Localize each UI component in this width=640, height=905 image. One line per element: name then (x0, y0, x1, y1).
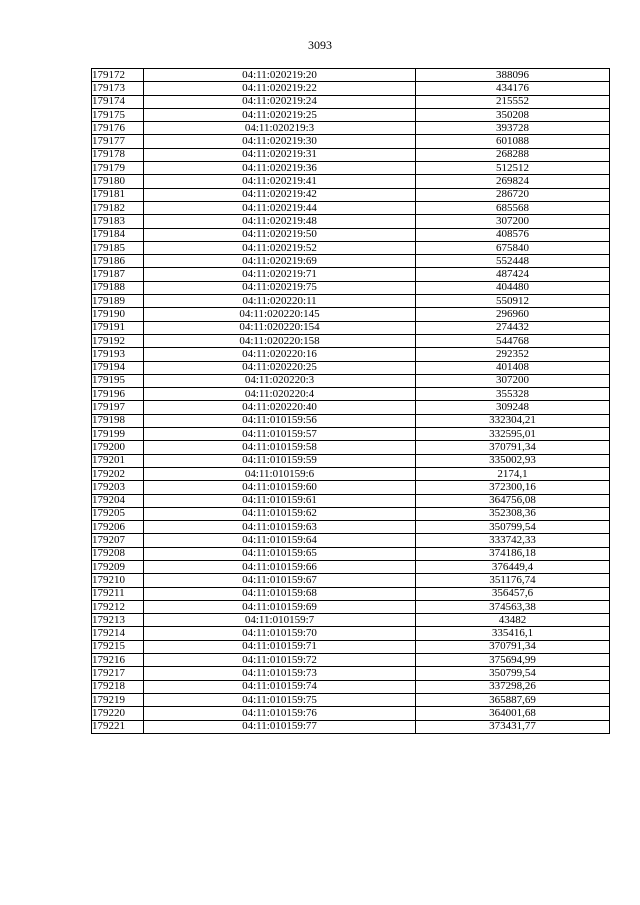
cadastral-number-cell: 04:11:010159:75 (144, 693, 416, 706)
row-number-cell: 179201 (92, 454, 144, 467)
row-number-cell: 179205 (92, 507, 144, 520)
table-row (92, 654, 610, 667)
table-row (92, 295, 610, 308)
cadastral-value-cell: 393728 (416, 122, 610, 135)
cadastral-number-cell: 04:11:010159:71 (144, 640, 416, 653)
table-row (92, 401, 610, 414)
table-row (92, 614, 610, 627)
row-number-cell: 179174 (92, 95, 144, 108)
table-row (92, 587, 610, 600)
cadastral-number-cell: 04:11:010159:64 (144, 534, 416, 547)
row-number-cell: 179181 (92, 188, 144, 201)
table-row (92, 95, 610, 108)
table-row (92, 627, 610, 640)
table-row (92, 534, 610, 547)
row-number-cell: 179206 (92, 521, 144, 534)
cadastral-value-cell: 364756,08 (416, 494, 610, 507)
cadastral-number-cell: 04:11:020219:52 (144, 241, 416, 254)
table-row (92, 82, 610, 95)
row-number-cell: 179211 (92, 587, 144, 600)
row-number-cell: 179220 (92, 707, 144, 720)
table-row (92, 707, 610, 720)
cadastral-number-cell: 04:11:020220:11 (144, 295, 416, 308)
row-number-cell: 179221 (92, 720, 144, 733)
table-row (92, 348, 610, 361)
cadastral-number-cell: 04:11:020219:71 (144, 268, 416, 281)
table-row (92, 175, 610, 188)
table-row (92, 454, 610, 467)
cadastral-value-cell: 401408 (416, 361, 610, 374)
cadastral-value-cell: 2174,1 (416, 467, 610, 480)
table-row (92, 640, 610, 653)
row-number-cell: 179207 (92, 534, 144, 547)
row-number-cell: 179203 (92, 481, 144, 494)
row-number-cell: 179195 (92, 374, 144, 387)
cadastral-value-cell: 365887,69 (416, 693, 610, 706)
table-row (92, 162, 610, 175)
row-number-cell: 179180 (92, 175, 144, 188)
row-number-cell: 179200 (92, 441, 144, 454)
table-row (92, 414, 610, 427)
cadastral-value-cell: 375694,99 (416, 654, 610, 667)
cadastral-value-cell: 307200 (416, 215, 610, 228)
row-number-cell: 179197 (92, 401, 144, 414)
cadastral-value-cell: 337298,26 (416, 680, 610, 693)
table-row (92, 494, 610, 507)
cadastral-number-cell: 04:11:010159:63 (144, 521, 416, 534)
row-number-cell: 179208 (92, 547, 144, 560)
row-number-cell: 179196 (92, 388, 144, 401)
cadastral-value-cell: 374563,38 (416, 600, 610, 613)
cadastral-value-cell: 296960 (416, 308, 610, 321)
cadastral-number-cell: 04:11:020220:16 (144, 348, 416, 361)
cadastral-value-cell: 351176,74 (416, 574, 610, 587)
cadastral-value-cell: 370791,34 (416, 640, 610, 653)
row-number-cell: 179198 (92, 414, 144, 427)
cadastral-number-cell: 04:11:020219:25 (144, 108, 416, 121)
row-number-cell: 179202 (92, 467, 144, 480)
cadastral-value-cell: 350799,54 (416, 521, 610, 534)
cadastral-number-cell: 04:11:020220:145 (144, 308, 416, 321)
table-row (92, 215, 610, 228)
cadastral-number-cell: 04:11:020220:158 (144, 334, 416, 347)
cadastral-number-cell: 04:11:020220:40 (144, 401, 416, 414)
table-row (92, 693, 610, 706)
table-row (92, 361, 610, 374)
row-number-cell: 179192 (92, 334, 144, 347)
cadastral-value-cell: 487424 (416, 268, 610, 281)
row-number-cell: 179175 (92, 108, 144, 121)
cadastral-value-cell: 364001,68 (416, 707, 610, 720)
table-row (92, 255, 610, 268)
cadastral-number-cell: 04:11:020220:154 (144, 321, 416, 334)
cadastral-value-cell: 335416,1 (416, 627, 610, 640)
row-number-cell: 179209 (92, 560, 144, 573)
page-number: 3093 (308, 38, 332, 52)
cadastral-value-cell: 274432 (416, 321, 610, 334)
table-row (92, 321, 610, 334)
cadastral-value-cell: 373431,77 (416, 720, 610, 733)
cadastral-value-cell: 268288 (416, 148, 610, 161)
row-number-cell: 179212 (92, 600, 144, 613)
cadastral-number-cell: 04:11:010159:72 (144, 654, 416, 667)
table-row (92, 308, 610, 321)
cadastral-number-cell: 04:11:010159:76 (144, 707, 416, 720)
table-row (92, 428, 610, 441)
cadastral-value-cell: 352308,36 (416, 507, 610, 520)
cadastral-number-cell: 04:11:010159:65 (144, 547, 416, 560)
row-number-cell: 179194 (92, 361, 144, 374)
cadastral-number-cell: 04:11:010159:69 (144, 600, 416, 613)
cadastral-number-cell: 04:11:010159:68 (144, 587, 416, 600)
cadastral-value-cell: 512512 (416, 162, 610, 175)
table-row (92, 374, 610, 387)
table-row (92, 228, 610, 241)
cadastral-value-cell: 332304,21 (416, 414, 610, 427)
cadastral-value-cell: 601088 (416, 135, 610, 148)
row-number-cell: 179215 (92, 640, 144, 653)
cadastral-value-cell: 309248 (416, 401, 610, 414)
cadastral-number-cell: 04:11:020219:48 (144, 215, 416, 228)
cadastral-value-cell: 332595,01 (416, 428, 610, 441)
row-number-cell: 179185 (92, 241, 144, 254)
cadastral-number-cell: 04:11:010159:67 (144, 574, 416, 587)
table-row (92, 574, 610, 587)
cadastral-value-cell: 350799,54 (416, 667, 610, 680)
row-number-cell: 179178 (92, 148, 144, 161)
table-row (92, 441, 610, 454)
table-row (92, 241, 610, 254)
cadastral-number-cell: 04:11:020219:22 (144, 82, 416, 95)
cadastral-number-cell: 04:11:010159:6 (144, 467, 416, 480)
table-row (92, 600, 610, 613)
row-number-cell: 179188 (92, 281, 144, 294)
row-number-cell: 179217 (92, 667, 144, 680)
cadastral-number-cell: 04:11:020219:69 (144, 255, 416, 268)
row-number-cell: 179177 (92, 135, 144, 148)
cadastral-value-cell: 374186,18 (416, 547, 610, 560)
row-number-cell: 179187 (92, 268, 144, 281)
table-row (92, 667, 610, 680)
row-number-cell: 179183 (92, 215, 144, 228)
table-row (92, 135, 610, 148)
table-row (92, 521, 610, 534)
cadastral-number-cell: 04:11:020220:4 (144, 388, 416, 401)
cadastral-value-cell: 675840 (416, 241, 610, 254)
cadastral-value-cell: 408576 (416, 228, 610, 241)
row-number-cell: 179184 (92, 228, 144, 241)
cadastral-number-cell: 04:11:010159:60 (144, 481, 416, 494)
cadastral-number-cell: 04:11:020219:50 (144, 228, 416, 241)
cadastral-number-cell: 04:11:020219:24 (144, 95, 416, 108)
cadastral-number-cell: 04:11:010159:7 (144, 614, 416, 627)
cadastral-number-cell: 04:11:010159:56 (144, 414, 416, 427)
cadastral-number-cell: 04:11:020220:3 (144, 374, 416, 387)
table-row (92, 388, 610, 401)
cadastral-value-cell: 43482 (416, 614, 610, 627)
table-row (92, 201, 610, 214)
cadastral-number-cell: 04:11:010159:58 (144, 441, 416, 454)
cadastral-number-cell: 04:11:020219:75 (144, 281, 416, 294)
cadastral-number-cell: 04:11:020219:44 (144, 201, 416, 214)
row-number-cell: 179190 (92, 308, 144, 321)
table-row (92, 334, 610, 347)
table-row (92, 108, 610, 121)
cadastral-value-cell: 269824 (416, 175, 610, 188)
row-number-cell: 179210 (92, 574, 144, 587)
row-number-cell: 179189 (92, 295, 144, 308)
row-number-cell: 179219 (92, 693, 144, 706)
cadastral-number-cell: 04:11:020219:36 (144, 162, 416, 175)
table-row (92, 69, 610, 82)
cadastral-number-cell: 04:11:020219:31 (144, 148, 416, 161)
cadastral-value-cell: 307200 (416, 374, 610, 387)
cadastral-number-cell: 04:11:010159:57 (144, 428, 416, 441)
cadastral-number-cell: 04:11:010159:59 (144, 454, 416, 467)
cadastral-number-cell: 04:11:020219:30 (144, 135, 416, 148)
table-row (92, 467, 610, 480)
table-body (92, 69, 610, 734)
row-number-cell: 179186 (92, 255, 144, 268)
row-number-cell: 179214 (92, 627, 144, 640)
cadastral-number-cell: 04:11:010159:73 (144, 667, 416, 680)
row-number-cell: 179199 (92, 428, 144, 441)
row-number-cell: 179213 (92, 614, 144, 627)
cadastral-number-cell: 04:11:020219:41 (144, 175, 416, 188)
cadastral-value-cell: 370791,34 (416, 441, 610, 454)
table-row (92, 507, 610, 520)
cadastral-number-cell: 04:11:010159:74 (144, 680, 416, 693)
table-row (92, 268, 610, 281)
cadastral-value-cell: 550912 (416, 295, 610, 308)
cadastral-value-cell: 685568 (416, 201, 610, 214)
cadastral-value-cell: 372300,16 (416, 481, 610, 494)
cadastral-number-cell: 04:11:020219:20 (144, 69, 416, 82)
cadastral-number-cell: 04:11:020219:42 (144, 188, 416, 201)
cadastral-value-cell: 350208 (416, 108, 610, 121)
cadastral-number-cell: 04:11:010159:61 (144, 494, 416, 507)
cadastral-number-cell: 04:11:010159:77 (144, 720, 416, 733)
row-number-cell: 179182 (92, 201, 144, 214)
table-row (92, 188, 610, 201)
cadastral-value-cell: 404480 (416, 281, 610, 294)
cadastral-value-cell: 355328 (416, 388, 610, 401)
row-number-cell: 179191 (92, 321, 144, 334)
table-row (92, 560, 610, 573)
cadastral-value-cell: 544768 (416, 334, 610, 347)
cadastral-number-cell: 04:11:010159:70 (144, 627, 416, 640)
table-row (92, 547, 610, 560)
cadastral-value-cell: 286720 (416, 188, 610, 201)
row-number-cell: 179179 (92, 162, 144, 175)
cadastral-value-cell: 335002,93 (416, 454, 610, 467)
row-number-cell: 179172 (92, 69, 144, 82)
row-number-cell: 179193 (92, 348, 144, 361)
table-row (92, 481, 610, 494)
row-number-cell: 179216 (92, 654, 144, 667)
row-number-cell: 179173 (92, 82, 144, 95)
cadastral-value-table (91, 68, 610, 734)
row-number-cell: 179218 (92, 680, 144, 693)
cadastral-number-cell: 04:11:010159:66 (144, 560, 416, 573)
cadastral-number-cell: 04:11:020220:25 (144, 361, 416, 374)
cadastral-number-cell: 04:11:010159:62 (144, 507, 416, 520)
table-row (92, 720, 610, 733)
table-row (92, 281, 610, 294)
cadastral-value-cell: 388096 (416, 69, 610, 82)
table-row (92, 148, 610, 161)
table-row (92, 122, 610, 135)
cadastral-value-cell: 333742,33 (416, 534, 610, 547)
row-number-cell: 179204 (92, 494, 144, 507)
row-number-cell: 179176 (92, 122, 144, 135)
cadastral-value-cell: 215552 (416, 95, 610, 108)
cadastral-value-cell: 292352 (416, 348, 610, 361)
cadastral-value-cell: 434176 (416, 82, 610, 95)
cadastral-value-cell: 552448 (416, 255, 610, 268)
table-row (92, 680, 610, 693)
cadastral-number-cell: 04:11:020219:3 (144, 122, 416, 135)
cadastral-value-cell: 376449,4 (416, 560, 610, 573)
cadastral-value-cell: 356457,6 (416, 587, 610, 600)
